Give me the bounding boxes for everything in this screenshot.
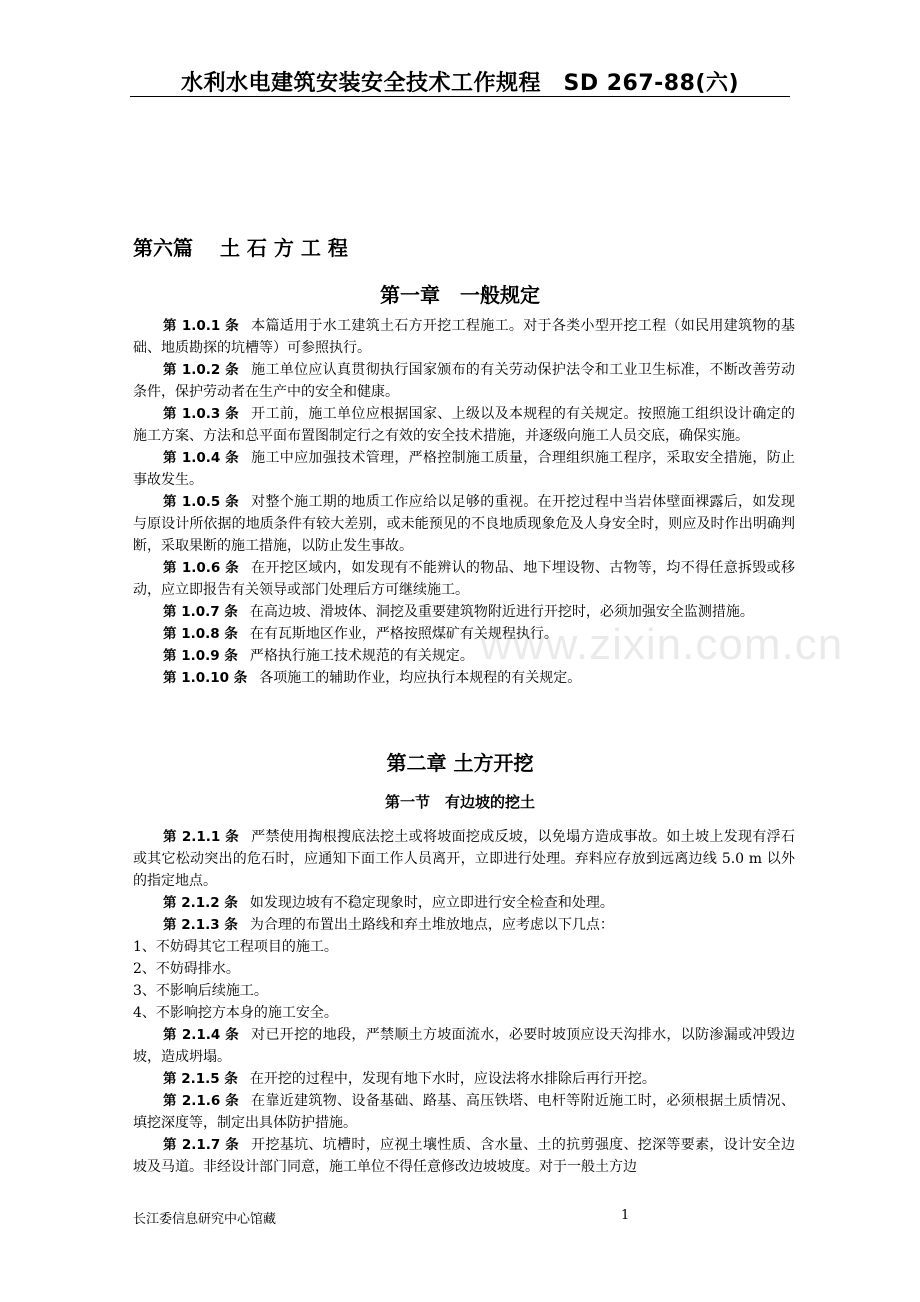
clause-1-0-10: 第 1.0.10 条 各项施工的辅助作业，均应执行本规程的有关规定。 (163, 670, 582, 686)
clause-1-0-2: 第 1.0.2 条 施工单位应认真贯彻执行国家颁布的有关劳动保护法令和工业卫生标准，不断改善劳动条件，保护劳动者在生产中的安全和健康。 (133, 362, 795, 400)
clause-1-0-6: 第 1.0.6 条 在开挖区域内，如发现有不能辨认的物品、地下埋设物、古物等，均不得任意拆毁或移动，应立即报告有关领导或部门处理后方可继续施工。 (133, 560, 795, 598)
clause-2-1-7: 第 2.1.7 条 开挖基坑、坑槽时，应视土壤性质、含水量、土的抗剪强度、挖深等要素，设计安全边坡及马道。非经设计部门同意，施工单位不得任意修改边坡坡度。对于一般土方边 (133, 1137, 795, 1175)
section-1-title: 第一节 有边坡的挖土 (384, 793, 535, 811)
clause-2-1-1: 第 2.1.1 条 严禁使用掏根搜底法挖土或将坡面挖成反坡，以免塌方造成事故。如土坡上发现有浮石或其它松动突出的危石时，应通知下面工作人员离开，立即进行处理。弃料应存放到远离边线 5.0 m 以外的指定地点。 (133, 829, 795, 889)
document-header-title: 水利水电建筑安装安全技术工作规程 SD 267-88(六) (180, 71, 740, 96)
clause-1-0-1: 第 1.0.1 条 本篇适用于水工建筑土石方开挖工程施工。对于各类小型开挖工程（如民用建筑物的基础、地质勘探的坑槽等）可参照执行。 (133, 318, 795, 356)
clause-2-1-5: 第 2.1.5 条 在开挖的过程中，发现有地下水时，应设法将水排除后再行开挖。 (163, 1071, 656, 1087)
part-title: 第六篇 土 石 方 工 程 (133, 236, 348, 260)
page-number: 1 (621, 1208, 630, 1223)
chapter-2-title: 第二章 土方开挖 (386, 751, 534, 775)
clause-1-0-5: 第 1.0.5 条 对整个施工期的地质工作应给以足够的重视。在开挖过程中当岩体壁面裸露后，如发现与原设计所依据的地质条件有较大差别，或未能预见的不良地质现象危及人身安全时，则应及时作出明确判断，采取果断的施工措施，以防止发生事故。 (133, 494, 795, 554)
clause-1-0-8: 第 1.0.8 条 在有瓦斯地区作业，严格按照煤矿有关规程执行。 (163, 626, 558, 642)
clause-1-0-4: 第 1.0.4 条 施工中应加强技术管理，严格控制施工质量，合理组织施工程序，采取安全措施，防止事故发生。 (133, 450, 795, 488)
clause-2-1-4: 第 2.1.4 条 对已开挖的地段，严禁顺土方坡面流水，必要时坡顶应设天沟排水，以防渗漏或冲毁边坡，造成坍塌。 (133, 1027, 795, 1065)
list-item: 2、不妨碍排水。 (133, 961, 240, 977)
list-item: 1、不妨碍其它工程项目的施工。 (133, 939, 338, 955)
header-rule (130, 96, 790, 97)
list-item: 3、不影响后续施工。 (133, 983, 268, 999)
clause-2-1-2: 第 2.1.2 条 如发现边坡有不稳定现象时，应立即进行安全检查和处理。 (163, 895, 614, 911)
watermark: www.zixin.com.cn (480, 620, 844, 669)
chapter-2-body (133, 826, 795, 1178)
clause-1-0-7: 第 1.0.7 条 在高边坡、滑坡体、洞挖及重要建筑物附近进行开挖时，必须加强安全监测措施。 (163, 604, 754, 620)
clause-2-1-6: 第 2.1.6 条 在靠近建筑物、设备基础、路基、高压铁塔、电杆等附近施工时，必须根据土质情况、填挖深度等，制定出具体防护措施。 (133, 1093, 795, 1131)
clause-1-0-3: 第 1.0.3 条 开工前，施工单位应根据国家、上级以及本规程的有关规定。按照施工组织设计确定的施工方案、方法和总平面布置图制定行之有效的安全技术措施，并逐级向施工人员交底，确保实施。 (133, 406, 795, 444)
footer-source: 长江委信息研究中心馆藏 (133, 1212, 277, 1227)
list-item: 4、不影响挖方本身的施工安全。 (133, 1005, 338, 1021)
clause-1-0-9: 第 1.0.9 条 严格执行施工技术规范的有关规定。 (163, 648, 474, 664)
clause-2-1-3: 第 2.1.3 条 为合理的布置出土路线和弃土堆放地点，应考虑以下几点： (163, 917, 614, 933)
chapter-1-title: 第一章 一般规定 (380, 283, 540, 307)
chapter-1-body (133, 315, 795, 689)
